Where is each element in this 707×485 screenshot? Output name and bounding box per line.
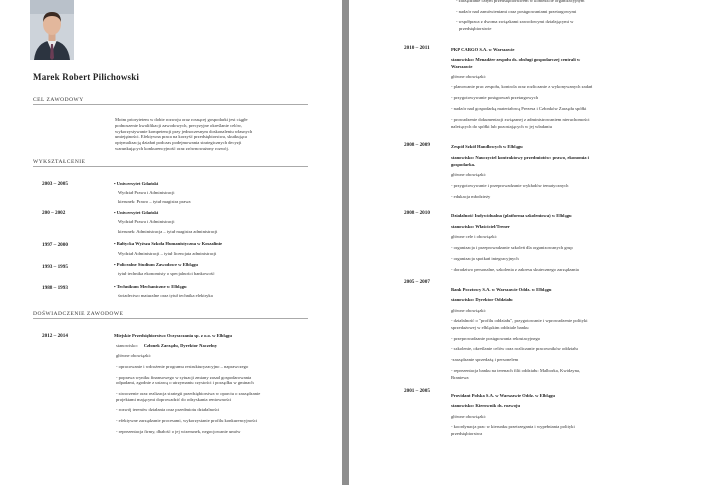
job-dates: 2008 – 2009 (404, 142, 430, 148)
job-company: Miejskie Przedsiębiorstwo Oczyszczania sp. z o.o. w Elblągu (114, 333, 232, 338)
duty-item: -zarządzanie sprzedażą i personelem (451, 357, 519, 362)
duty-item: - prowadzenie dokumentacji związanej z administrowaniem nieruchomości (451, 117, 590, 122)
duty-item: odpadami, zgodnie z ustawą o utrzymaniu czystości i porządku w gminach (116, 380, 254, 385)
education-school: • Technikum Mechaniczne w Elblągu (114, 284, 187, 289)
duties-label: główne obowiązki: (451, 172, 487, 177)
job-position: stanowisko: Kierownik ds. rozwoju (451, 403, 521, 408)
education-school: • Bałtycka Wyższa Szkoła Humanistyczna w Koszalinie (114, 241, 223, 246)
education-dates: 200 – 2002 (42, 210, 66, 216)
goal-line: podnoszenie kwalifikacji zawodowych, precyzyjne określanie celów, (115, 122, 242, 128)
profile-photo (30, 0, 74, 60)
duties-label: główne obowiązki: (451, 74, 487, 79)
duty-item: - przygotowywanie i przeprowadzanie wykładów tematycznych (451, 183, 569, 188)
duty-item: - przeprowadzanie postępowania rekrutacyjnego (451, 336, 541, 341)
education-detail: Wydział Prawa i Administracji (118, 219, 175, 224)
duty-item: przedsiębiorstwie (459, 26, 492, 31)
duty-item: - poprawa wyniku finansowego w sytuacji zmiany zasad gospodarowania (116, 375, 252, 380)
job-position: stanowisko: Właściciel/Trener (451, 224, 510, 229)
candidate-name: Marek Robert Pilichowski (33, 72, 140, 82)
education-dates: 1993 – 1995 (42, 264, 68, 270)
section-education-heading: WYKSZTAŁCENIE (33, 159, 86, 165)
duty-item: - nadzór nad gospodarką materiałową Prezesa i Członków Zarządu spółki (451, 106, 587, 111)
education-dates: 2003 – 2005 (42, 181, 68, 187)
education-school: • Uniwersytet Gdański (114, 181, 159, 186)
education-detail: Wydział Administracji – tytuł licencjata administracji (118, 251, 217, 256)
duties-label: główne cele i obowiązki: (451, 234, 498, 239)
duties-label: główne obowiązki: (451, 308, 487, 313)
job-company: Działalność Indywidualna (platforma szkoleniowa) w Elblągu (451, 213, 572, 218)
section-divider (33, 104, 308, 105)
document-page-right (349, 0, 707, 485)
job-position: stanowisko: Menadżer zespołu ds. obsługi gospodarczej centrali w (451, 57, 581, 62)
goal-paragraph (115, 117, 303, 152)
job-company: Providant Polska S.A. w Warszawie Oddz. w Elblągu (451, 393, 555, 398)
duties-label: główne obowiązki: (116, 353, 152, 358)
duty-item: - zarządzanie całym przedsiębiorstwem w kontekście organizacyjnym (456, 0, 585, 3)
job-dates: 2008 – 2010 (404, 210, 430, 216)
document-page-left (0, 0, 342, 485)
duty-item: - koordynacja prac w kierunku przetrzegania i wypełniania polityki (451, 424, 575, 429)
duty-item: - rozwój terenów działania oraz przedmiotu działalności (116, 407, 220, 412)
duty-item: - organizacja spotkań integracyjnych (451, 256, 519, 261)
section-experience-heading: DOŚWIADCZENIE ZAWODOWE (33, 311, 124, 317)
duty-item: - reprezentacja firmy, dbałość o jej wizerunek, negocjowanie umów (116, 429, 241, 434)
duty-item: - współpraca z dwoma związkami zawodowymi działającymi w (456, 19, 574, 24)
job-company: Bank Pocztowy S.A. w Warszawie Oddz. w Elblągu (451, 287, 552, 292)
person-photo-icon (30, 0, 74, 60)
duty-item: projektami mającymi doprowadzić do odzyskania rentowności (116, 397, 232, 402)
education-dates: 1988 – 1993 (42, 285, 68, 291)
job-company: Zespół Szkół Handlowych w Elblągu (451, 144, 523, 149)
section-divider (33, 166, 308, 167)
education-dates: 1997 – 2000 (42, 242, 68, 248)
duty-item: - przygotowywanie postępowań przetargowych (451, 95, 539, 100)
goal-line: umiejętności. Efektywna praca na korzyść przedsiębiorstwa, skutkująca (115, 134, 247, 140)
duty-item: - stworzenie oraz realizacja strategii przedsiębiorstwa w oparciu o zarządzanie (116, 391, 261, 396)
duty-item: - edukacja młodzieży (451, 194, 491, 199)
job-dates: 2012 – 2014 (42, 333, 68, 339)
duty-item: - szkolenie, określanie celów oraz rozliczanie pracowników oddziału (451, 346, 578, 351)
job-position: stanowisko: Członek Zarządu, Dyrektor Naczelny (116, 343, 218, 348)
section-divider (33, 318, 308, 319)
job-dates: 2010 – 2011 (404, 45, 430, 51)
job-position: Warszawie (451, 64, 473, 69)
job-dates: 2001 – 2005 (404, 388, 430, 394)
goal-line: optymalizacją działań podczas podejmowania strategicznych decyzji (115, 140, 242, 146)
duty-item: - efektywne zarządzanie procesami, wykorzystanie profilu konkurencyjności (116, 418, 258, 423)
education-detail: tytuł technika ekonomisty o specjalności bankowość (118, 271, 215, 276)
duty-item: - planowanie prac zespołu, kontrola oraz rozliczanie z wykonywanych zadań (451, 84, 593, 89)
education-school: • Policealne Studium Zawodowe w Elblągu (114, 262, 198, 267)
education-detail: kierunek: Prawo – tytuł magistra prawa (118, 199, 191, 204)
duty-item: - opracowanie i wdrożenie programu restrukturyzacyjno – naprawczego (116, 364, 249, 369)
section-goal-heading: CEL ZAWODOWY (33, 97, 84, 103)
duty-item: - organizacja i przeprowadzanie szkoleń dla organizowanych grup (451, 245, 573, 250)
duty-item: należących do spółki lub pozostających w jej władaniu (451, 124, 552, 129)
job-position: stanowisko: Nauczyciel kontraktowy przedmiotów: prawo, ekonomia i (451, 155, 589, 160)
education-detail: świadectwo maturalne oraz tytuł technika elektryka (118, 293, 213, 298)
duty-item: sprzedażowej w elbląskim oddziale banku (451, 325, 529, 330)
duty-item: - reprezentacja banku na terenach filii oddziału: Malborka, Kwidzyna, (451, 368, 581, 373)
education-school: • Uniwersytet Gdański (114, 210, 159, 215)
job-company: PKP CARGO S.A. w Warszawie (451, 47, 515, 52)
duty-item: - doradztwo personalne, szkolenia z zakresu skutecznego zarządzania (451, 267, 579, 272)
duty-item: - nadzór nad zamówieniami oraz postępowaniami przetargowymi (456, 9, 577, 14)
job-position: stanowisko: Dyrektor Oddziału (451, 297, 513, 302)
duty-item: przedsiębiorstwa (451, 431, 483, 436)
duty-item: Braniewa (451, 375, 469, 380)
education-detail: Wydział Prawa i Administracji (118, 190, 175, 195)
goal-line: warunkujących konkurencyjność oraz zrównoważony rozwój. (115, 145, 229, 151)
duty-item: - działalność o "profilu oddziału", przygotowanie i wprowadzenie polityki (451, 318, 588, 323)
education-detail: kierunek: Administracja – tytuł magistra administracji (118, 229, 218, 234)
job-position: gospodarka. (451, 162, 476, 167)
goal-line: wykorzystywanie kompetencji przy jednoczesnym doskonaleniu własnych (115, 128, 253, 134)
duties-label: główne obowiązki: (451, 414, 487, 419)
job-dates: 2005 – 2007 (404, 279, 430, 285)
goal-line: Moim priorytetem w dobie rozwoju oraz rosnącej gospodarki jest ciągłe (115, 117, 248, 122)
